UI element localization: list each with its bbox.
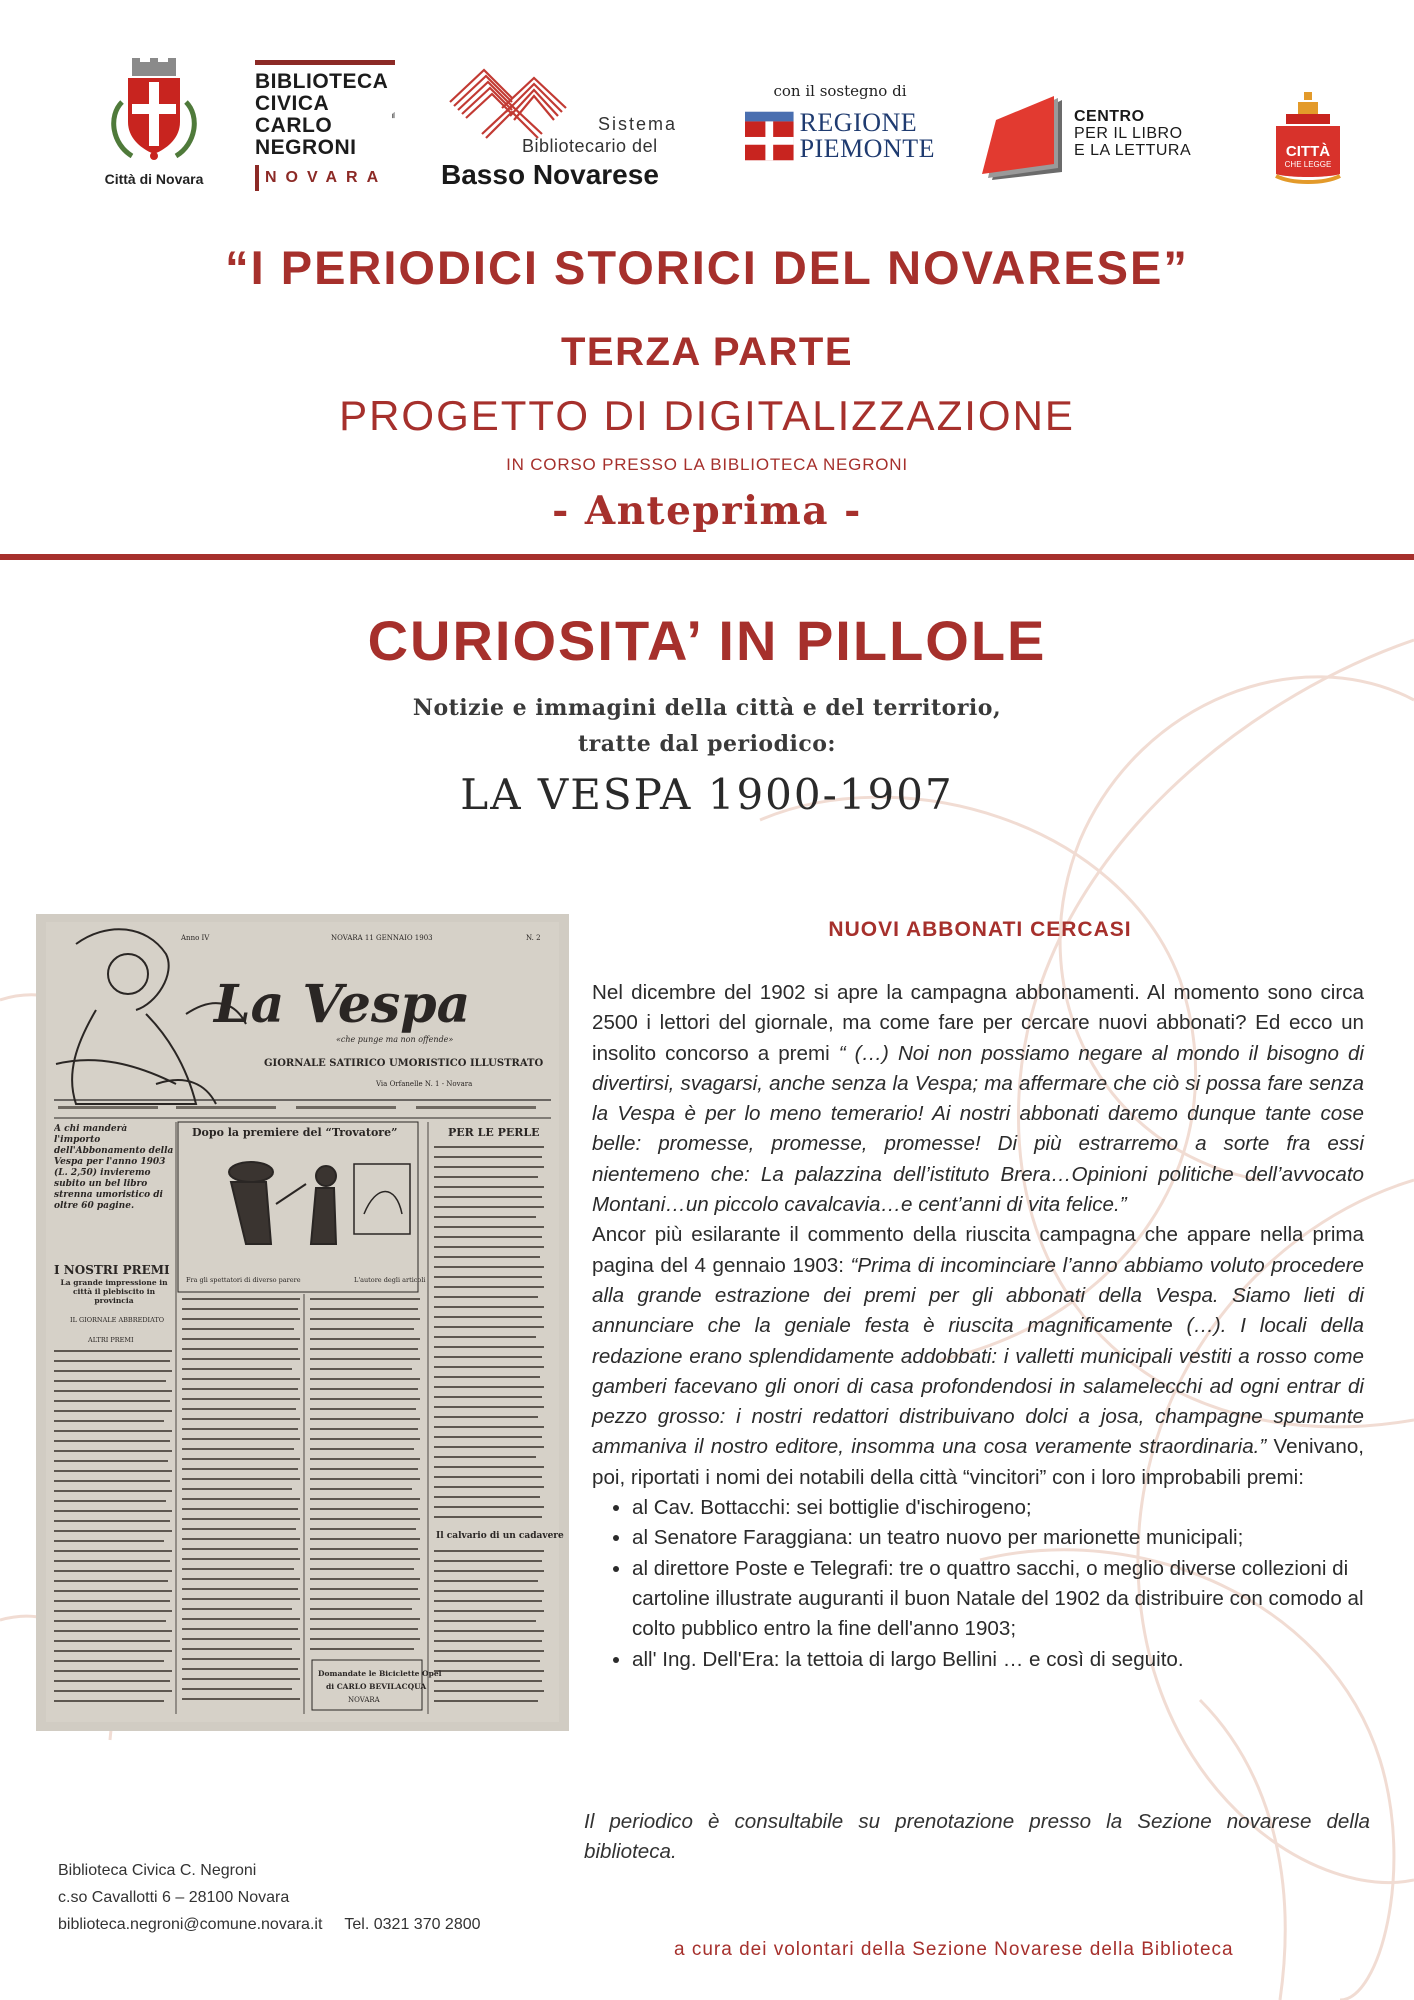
piemonte-flag-icon bbox=[745, 111, 794, 161]
credit-line: a cura dei volontari della Sezione Novarese della Biblioteca bbox=[674, 1939, 1234, 1960]
scan-ad-line-2: di CARLO BEVILACQUA bbox=[326, 1682, 427, 1691]
logo-citta-di-novara bbox=[98, 52, 210, 187]
negroni-line-1: BIBLIOTECA bbox=[255, 70, 389, 93]
negroni-line-3: CARLO bbox=[255, 114, 333, 137]
scan-masthead: La Vespa bbox=[214, 974, 471, 1035]
ongoing-label: IN CORSO PRESSO LA BIBLIOTECA NEGRONI bbox=[506, 455, 908, 474]
p2-tail: Venivano, poi, riportati i nomi dei notabili della città “vincitori” con i loro improbabili premi: bbox=[592, 1435, 1364, 1489]
library-phone: Tel. 0321 370 2800 bbox=[344, 1916, 481, 1933]
regione-line-2: PIEMONTE bbox=[799, 134, 935, 163]
logo-sistema-bibliotecario bbox=[440, 62, 700, 192]
header-divider bbox=[0, 554, 1414, 560]
sistema-line-1: Sistema bbox=[598, 114, 678, 134]
article-heading: NUOVI ABBONATI CERCASI bbox=[828, 918, 1132, 941]
p2-plain: Ancor più esilarante il commento della riuscita campagna che appare nella prima pagina del 4 gennaio 1903: bbox=[592, 1223, 1364, 1277]
negroni-bottom-bar bbox=[255, 165, 259, 191]
library-name: Biblioteca Civica C. Negroni bbox=[58, 1862, 257, 1879]
regione-line-1: REGIONE bbox=[799, 108, 918, 137]
scan-cartoon-title: Dopo la premiere del “Trovatore” bbox=[192, 1126, 398, 1139]
article-paragraph-1 bbox=[592, 978, 1364, 1220]
negroni-line-4: NEGRONI bbox=[255, 136, 357, 159]
article-paragraph-2 bbox=[592, 1220, 1364, 1493]
negroni-city: NOVARA bbox=[265, 169, 388, 186]
scan-box-text: A chi manderà l'importo dell'Abbonamento della Vespa per l'anno 1903 (L. 2,50) invieremo subito un bel libro strenna umoristico di oltre 60 pagine. bbox=[54, 1124, 174, 1211]
scan-altri-premi: ALTRI PREMI bbox=[88, 1336, 134, 1344]
logo-biblioteca-negroni bbox=[255, 60, 395, 191]
part-label: TERZA PARTE bbox=[560, 330, 854, 374]
scan-cartoon-caption-1: Fra gli spettatori di diverso parere bbox=[186, 1276, 301, 1284]
sistema-line-3: Basso Novarese bbox=[441, 159, 659, 190]
library-street: c.so Cavallotti 6 – 28100 Novara bbox=[58, 1889, 290, 1906]
logo-regione-piemonte bbox=[745, 82, 935, 162]
sistema-line-2: Bibliotecario del bbox=[522, 136, 658, 156]
periodical-title: LA VESPA 1900-1907 bbox=[460, 770, 954, 819]
subtitle-line-2: tratte dal periodico: bbox=[577, 731, 837, 757]
cll-line-3: E LA LETTURA bbox=[1074, 142, 1192, 159]
logo-citta-che-legge bbox=[1268, 92, 1358, 192]
preview-label: - Anteprima - bbox=[552, 488, 862, 534]
section-title: CURIOSITA’ IN PILLOLE bbox=[367, 609, 1047, 672]
project-label: PROGETTO DI DIGITALIZZAZIONE bbox=[339, 392, 1075, 439]
scan-address: Via Orfanelle N. 1 - Novara bbox=[376, 1080, 473, 1088]
section-subtitle bbox=[0, 690, 1414, 762]
books-mark-icon bbox=[392, 71, 395, 157]
scan-giornale-line: IL GIORNALE ABBREDIATO bbox=[70, 1316, 165, 1324]
library-email[interactable]: biblioteca.negroni@comune.novara.it bbox=[58, 1916, 323, 1933]
scan-perle-title: PER LE PERLE bbox=[448, 1126, 540, 1139]
scan-cartoon-caption-2: L'autore degli articoli bbox=[354, 1276, 426, 1284]
scan-number: N. 2 bbox=[526, 934, 541, 942]
subtitle-line-1: Notizie e immagini della città e del territorio, bbox=[412, 695, 1002, 721]
newspaper-scan-image bbox=[36, 914, 569, 1731]
scan-date: NOVARA 11 GENNAIO 1903 bbox=[331, 934, 433, 942]
scan-tagline: GIORNALE SATIRICO UMORISTICO ILLUSTRATO bbox=[264, 1058, 544, 1069]
scan-premi-sub: La grande impressione in città il plebiscito in provincia bbox=[60, 1278, 168, 1305]
library-address bbox=[58, 1857, 481, 1938]
logo-centro-libro-lettura bbox=[978, 94, 1238, 184]
prize-list bbox=[592, 1493, 1364, 1675]
cll-line-1: CENTRO bbox=[1074, 108, 1145, 125]
scan-calvario: Il calvario di un cadavere bbox=[436, 1531, 564, 1541]
scan-ad-line-1: Domandate le Biciclette Opel bbox=[318, 1669, 442, 1678]
cll-line-2: PER IL LIBRO bbox=[1074, 125, 1183, 142]
scan-ad-line-3: NOVARA bbox=[348, 1696, 380, 1704]
p2-quote: “Prima di incominciare l’anno abbiamo voluto procedere alla grande estrazione dei premi per gli abbonati della Vespa. Siamo lieti di annunciare che la geniale festa è riuscita magnificamente (…). I locali della redazione erano splendidamente addobbati: i valletti municipali vestiti a rosso come gamberi facevano gli onori di casa profondendosi in salamelecchi ad ogni entrar di pezzo grosso: i nostri redattori distribuivano dolci a josa, champagne spumante ammaniva il nostro editore, insomma una cosa veramente straordinaria.” bbox=[592, 1253, 1364, 1459]
citta-label: CITTÀ bbox=[1285, 143, 1331, 160]
sostegno-label: con il sostegno di bbox=[773, 82, 907, 100]
novara-caption: Città di Novara bbox=[104, 171, 204, 187]
negroni-top-bar bbox=[255, 60, 395, 65]
cll-book-icon bbox=[978, 94, 1068, 184]
p1-plain: Nel dicembre del 1902 si apre la campagna abbonamenti. Al momento sono circa 2500 i lettori del giornale, ma come fare per cercare nuovi abbonati? Ed ecco un insolito concorso a premi bbox=[592, 981, 1364, 1065]
novara-crest-icon bbox=[102, 52, 206, 164]
scan-premi-title: I NOSTRI PREMI bbox=[54, 1263, 170, 1277]
p1-quote: “ (…) Noi non possiamo negare al mondo il bisogno di divertirsi, svagarsi, anche senza la Vespa; ma affermare che ciò si possa fare senza la Vespa è per lo meno temerario! Ai nostri abbonati daremo dunque tante cose belle: promesse, promesse, promesse! Di più estrarremo a sorte fra essi nientemeno che: La palazzina dell’istituto Brera…Opinioni politiche dell’avvocato Montani…un piccolo cavalcavia…e cent’anni di vita felice.” bbox=[592, 1041, 1364, 1217]
list-item: • al Cav. Bottacchi: sei bottiglie d'ischirogeno; bbox=[632, 1493, 1364, 1523]
negroni-line-2: CIVICA bbox=[255, 92, 330, 115]
list-item: • all' Ing. Dell'Era: la tettoia di largo Bellini … e così di seguito. bbox=[632, 1645, 1364, 1675]
page-title: “I PERIODICI STORICI DEL NOVARESE” bbox=[225, 241, 1189, 294]
availability-note: Il periodico è consultabile su prenotazione presso la Sezione novarese della biblioteca. bbox=[584, 1810, 1370, 1863]
scan-motto: «che punge ma non offende» bbox=[336, 1035, 454, 1044]
article-body bbox=[592, 978, 1364, 1675]
la-vespa-front-page bbox=[36, 914, 569, 1731]
list-item: • al Senatore Faraggiana: un teatro nuovo per marionette municipali; bbox=[632, 1523, 1364, 1553]
che-legge-label: CHE LEGGE bbox=[1284, 160, 1332, 169]
scan-year: Anno IV bbox=[181, 934, 210, 942]
citta-che-legge-icon bbox=[1268, 92, 1358, 192]
list-item: • al direttore Poste e Telegrafi: tre o quattro sacchi, o meglio diverse collezioni di cartoline illustrate auguranti il buon Natale del 1902 da distribuire con comodo al colto pubblico entro la fine dell'anno 1903; bbox=[632, 1554, 1364, 1645]
